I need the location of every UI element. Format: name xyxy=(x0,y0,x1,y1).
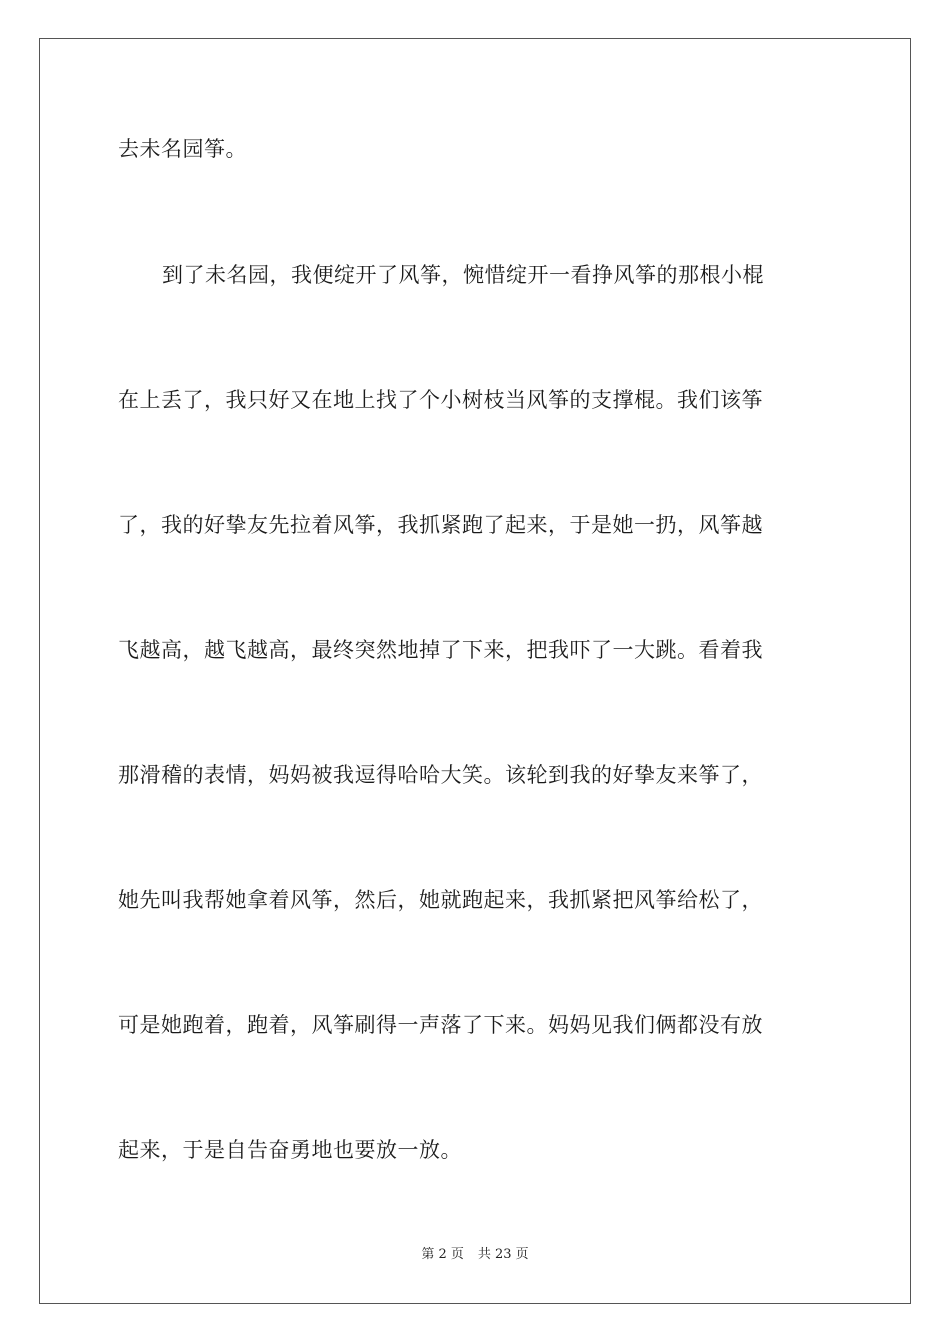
text-line-8: 可是她跑着，跑着，风筝刷得一声落了下来。妈妈见我们俩都没有放 xyxy=(118,1013,763,1037)
total-pages: 共 23 页 xyxy=(477,1247,529,1262)
text-line-9: 起来，于是自告奋勇地也要放一放。 xyxy=(118,1138,462,1162)
text-line-7: 她先叫我帮她拿着风筝，然后，她就跑起来，我抓紧把风筝给松了， xyxy=(118,888,763,912)
text-line-4: 了，我的好挚友先拉着风筝，我抓紧跑了起来，于是她一扔，风筝越 xyxy=(118,513,763,537)
page-number: 第 2 页 xyxy=(421,1247,464,1262)
page-border xyxy=(39,38,911,1304)
text-line-1: 去未名园筝。 xyxy=(118,137,247,161)
text-line-3: 在上丢了，我只好又在地上找了个小树枝当风筝的支撑棍。我们该筝 xyxy=(118,388,763,412)
text-line-5: 飞越高，越飞越高，最终突然地掉了下来，把我吓了一大跳。看着我 xyxy=(118,638,763,662)
text-line-2: 到了未名园，我便绽开了风筝，惋惜绽开一看挣风筝的那根小棍 xyxy=(162,263,764,287)
text-line-6: 那滑稽的表情，妈妈被我逗得哈哈大笑。该轮到我的好挚友来筝了， xyxy=(118,763,763,787)
page-footer xyxy=(0,1246,950,1264)
